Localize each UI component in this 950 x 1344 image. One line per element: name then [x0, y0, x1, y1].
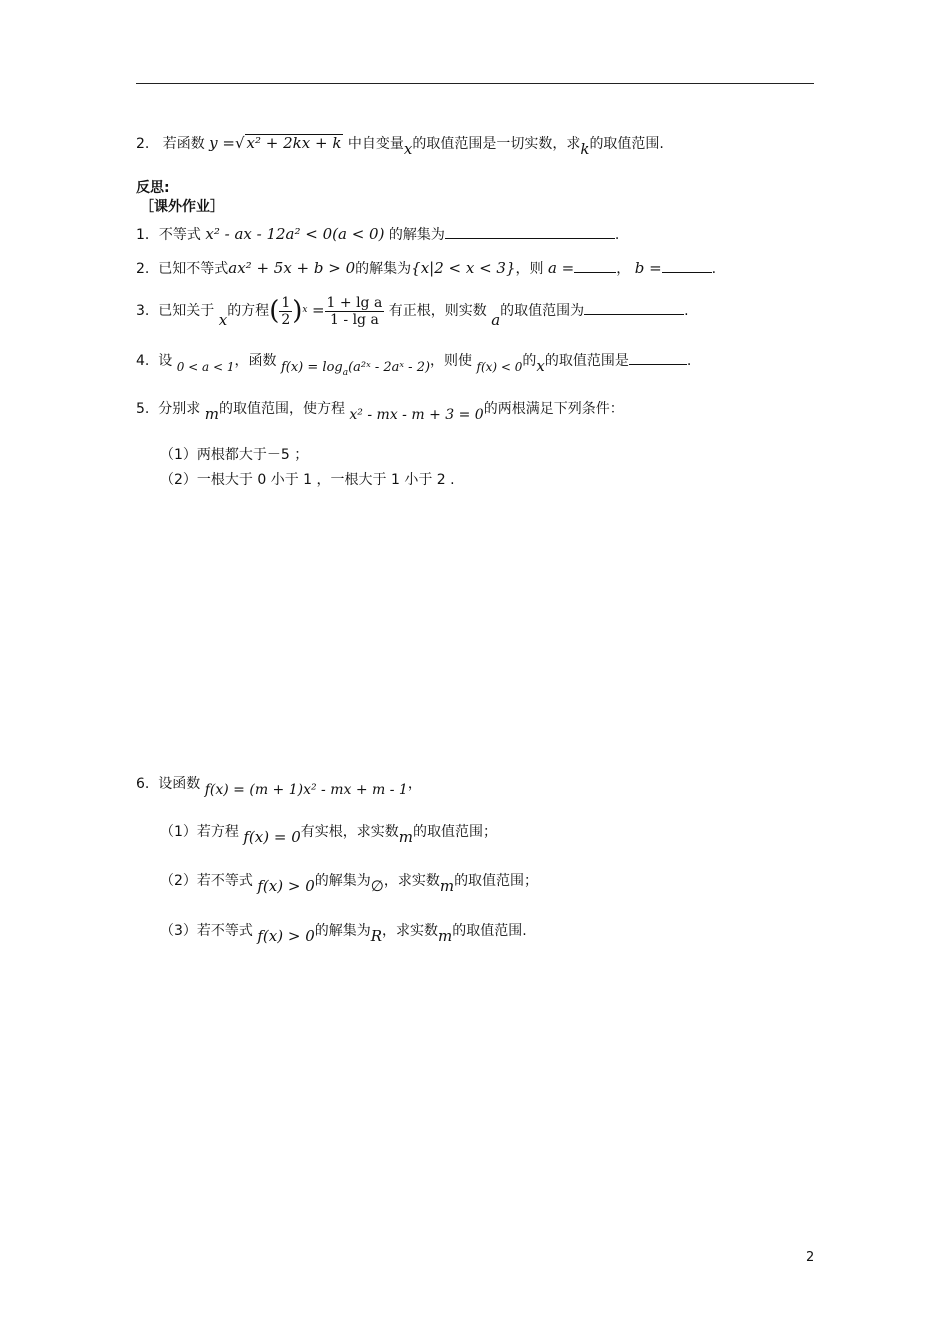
homework-6-sub2: （2）若不等式 f(x) > 0的解集为∅，求实数m的取值范围；	[160, 873, 539, 895]
homework-6-sub3: （3）若不等式 f(x) > 0的解集为R，求实数m的取值范围.	[160, 923, 527, 945]
question-2: 2. 若函数 y =√ x² + 2kx + k 中自变量x的取值范围是一切实数，求k的取值范围.	[136, 134, 664, 158]
homework-heading: ［课外作业］	[140, 199, 224, 215]
empty-set-symbol: ∅	[370, 877, 384, 895]
page-number: 2	[806, 1250, 815, 1265]
answer-blank[interactable]	[445, 224, 615, 239]
homework-4: 4. 设 0 < a < 1，函数 $f(x) = \log_a(a^2ˣ$ - 2aˣ - 2)，则使 f(x) < 0的x的取值范围是 .	[136, 350, 691, 377]
homework-6: 6. 设函数 f(x) = (m + 1)x² - mx + m - 1，	[136, 776, 422, 798]
homework-5-sub2: （2）一根大于 0 小于 1 ，一根大于 1 小于 2 .	[160, 472, 455, 488]
answer-blank[interactable]	[584, 300, 684, 315]
homework-1: 1．不等式 x² - ax - 12a² < 0(a < 0) 的解集为 .	[136, 225, 620, 243]
answer-blank-a[interactable]	[574, 258, 616, 273]
radicand: x² + 2kx + k	[246, 134, 342, 152]
reflection-heading: 反思:	[136, 180, 170, 196]
fraction-half: $\frac{1}{2}$	[281, 294, 291, 328]
answer-blank[interactable]	[629, 350, 687, 365]
homework-5-sub1: （1）两根都大于－5 ；	[160, 447, 309, 463]
homework-3: 3. 已知关于 x的方程( $\frac{1}{2}$ )$^x$ = $\frac{\text{1 + lg a}}{\text{1 - lg a}}$ 有正根，则实数 a的取值范围为 .	[136, 294, 689, 329]
fraction-lg: $\frac{\text{1 + lg a}}{\text{1 - lg a}}$	[326, 294, 383, 328]
homework-2: 2. 已知不等式ax² + 5x + b > 0的解集为{x|2 < x < 3}，则 a = ， b = .	[136, 259, 717, 277]
answer-blank-b[interactable]	[662, 258, 712, 273]
homework-6-sub1: （1）若方程 f(x) = 0有实根，求实数m的取值范围；	[160, 824, 497, 846]
header-rule	[136, 83, 814, 84]
homework-5: 5. 分别求 m的取值范围，使方程 x² - mx - m + 3 = 0的两根满足下列条件：	[136, 401, 624, 423]
